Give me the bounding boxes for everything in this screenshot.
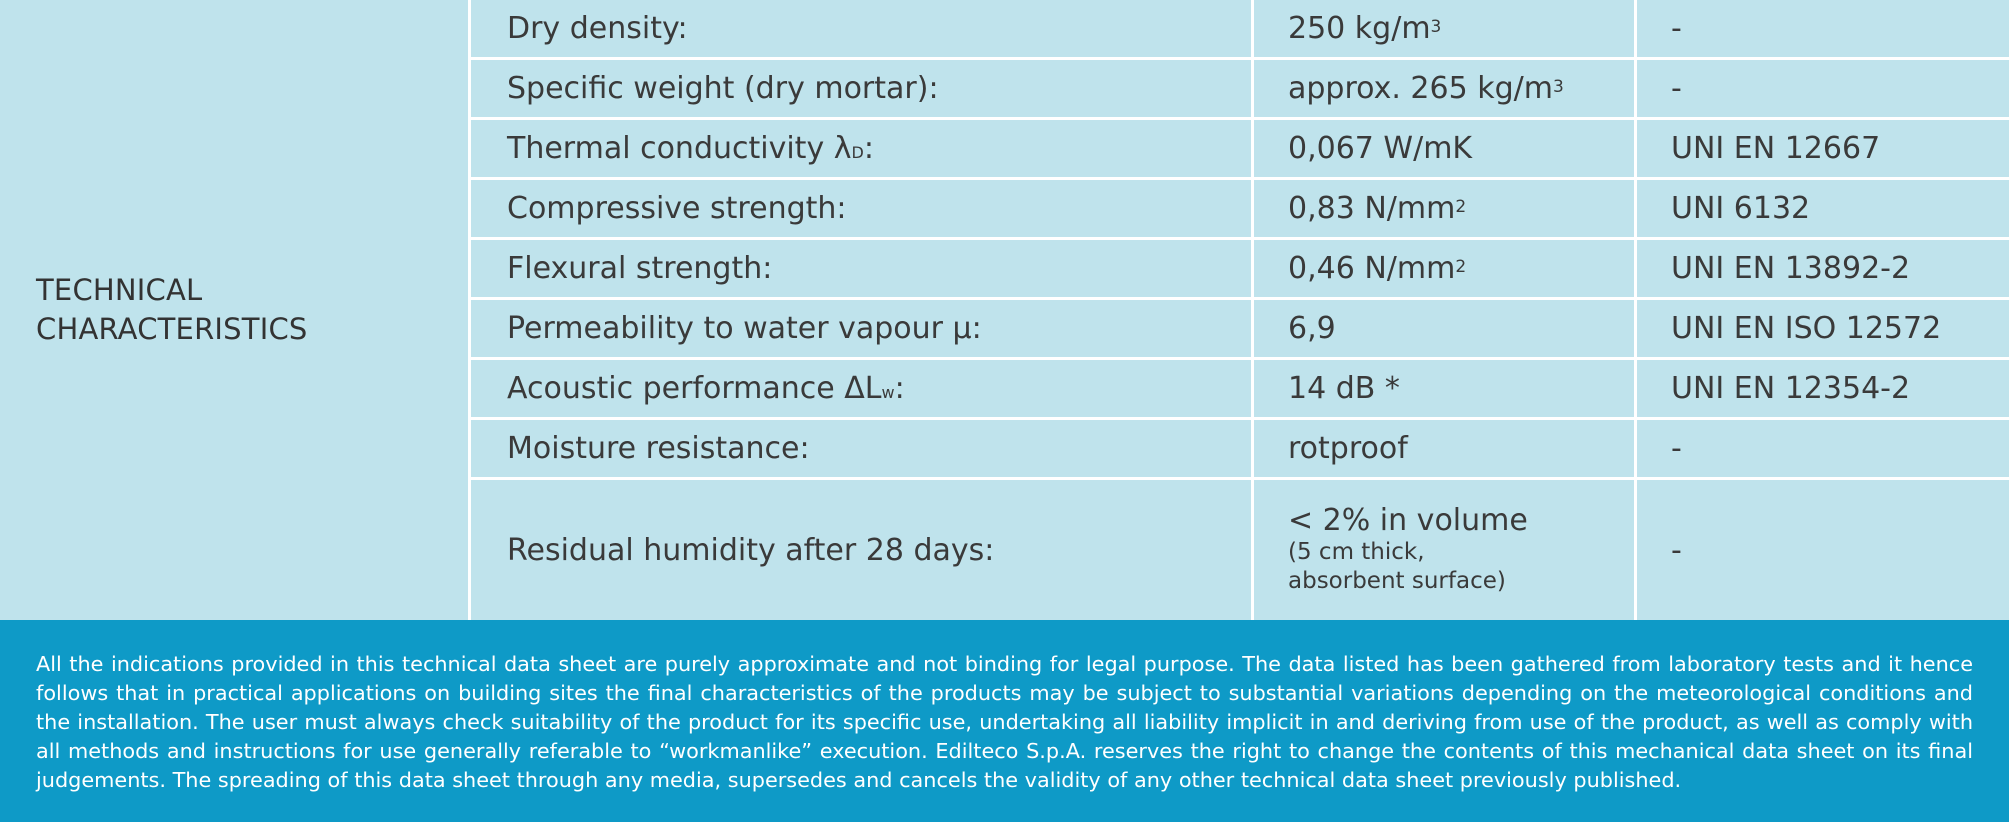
norm-thermal-conductivity: UNI EN 12667: [1637, 120, 2009, 180]
norm-flexural-strength: UNI EN 13892-2: [1637, 240, 2009, 300]
property-dry-density: Dry density:: [471, 0, 1251, 60]
norm-residual-humidity: -: [1637, 480, 2009, 620]
value-residual-humidity: [1254, 480, 1634, 620]
norm-compressive-strength: UNI 6132: [1637, 180, 2009, 240]
norm-specific-weight: -: [1637, 60, 2009, 120]
section-title-line-1: TECHNICAL: [36, 273, 203, 307]
value-flexural-strength: 0,46 N/mm $^2$: [1254, 240, 1634, 300]
norm-dry-density: -: [1637, 0, 2009, 60]
property-thermal-conductivity: Thermal conductivity λ $_D$ :: [471, 120, 1251, 180]
property-flexural-strength: Flexural strength:: [471, 240, 1251, 300]
norm-moisture-resistance: -: [1637, 420, 2009, 480]
value-acoustic-performance: 14 dB *: [1254, 360, 1634, 420]
section-title: [0, 0, 468, 620]
value-compressive-strength: 0,83 N/mm $^2$: [1254, 180, 1634, 240]
property-moisture-resistance: Moisture resistance:: [471, 420, 1251, 480]
value-moisture-resistance: rotproof: [1254, 420, 1634, 480]
value-specific-weight: approx. 265 kg/m $^3$: [1254, 60, 1634, 120]
property-specific-weight: Specific weight (dry mortar):: [471, 60, 1251, 120]
value-vapour-permeability: 6,9: [1254, 300, 1634, 360]
norm-acoustic-performance: UNI EN 12354-2: [1637, 360, 2009, 420]
property-compressive-strength: Compressive strength:: [471, 180, 1251, 240]
value-residual-humidity-main: < 2% in volume: [1288, 502, 1528, 538]
property-acoustic-performance: Acoustic performance ΔL $_w$ :: [471, 360, 1251, 420]
value-residual-humidity-note-2: absorbent surface): [1288, 568, 1506, 595]
value-dry-density: 250 kg/m $^3$: [1254, 0, 1634, 60]
value-thermal-conductivity: 0,067 W/mK: [1254, 120, 1634, 180]
value-residual-humidity-note-1: (5 cm thick,: [1288, 539, 1425, 566]
property-vapour-permeability: Permeability to water vapour μ:: [471, 300, 1251, 360]
section-title-line-2: CHARACTERISTICS: [36, 312, 308, 346]
norm-vapour-permeability: UNI EN ISO 12572: [1637, 300, 2009, 360]
disclaimer-text: All the indications provided in this technical data sheet are purely approximate and not binding for legal purpose. The data listed has been gathered from laboratory tests and it hence follows that in practical applications on building sites the final characteristics of the products may be subject to substantial variations depending on the meteorological conditions and the installation. The user must always check suitability of the product for its specific use, undertaking all liability implicit in and deriving from use of the product, as well as comply with all methods and instructions for use generally referable to “workmanlike” execution. Edilteco S.p.A. reserves the right to change the contents of this mechanical data sheet on its final judgements. The spreading of this data sheet through any media, supersedes and cancels the validity of any other technical data sheet previously published.: [0, 620, 2009, 822]
property-residual-humidity: Residual humidity after 28 days:: [471, 480, 1251, 620]
